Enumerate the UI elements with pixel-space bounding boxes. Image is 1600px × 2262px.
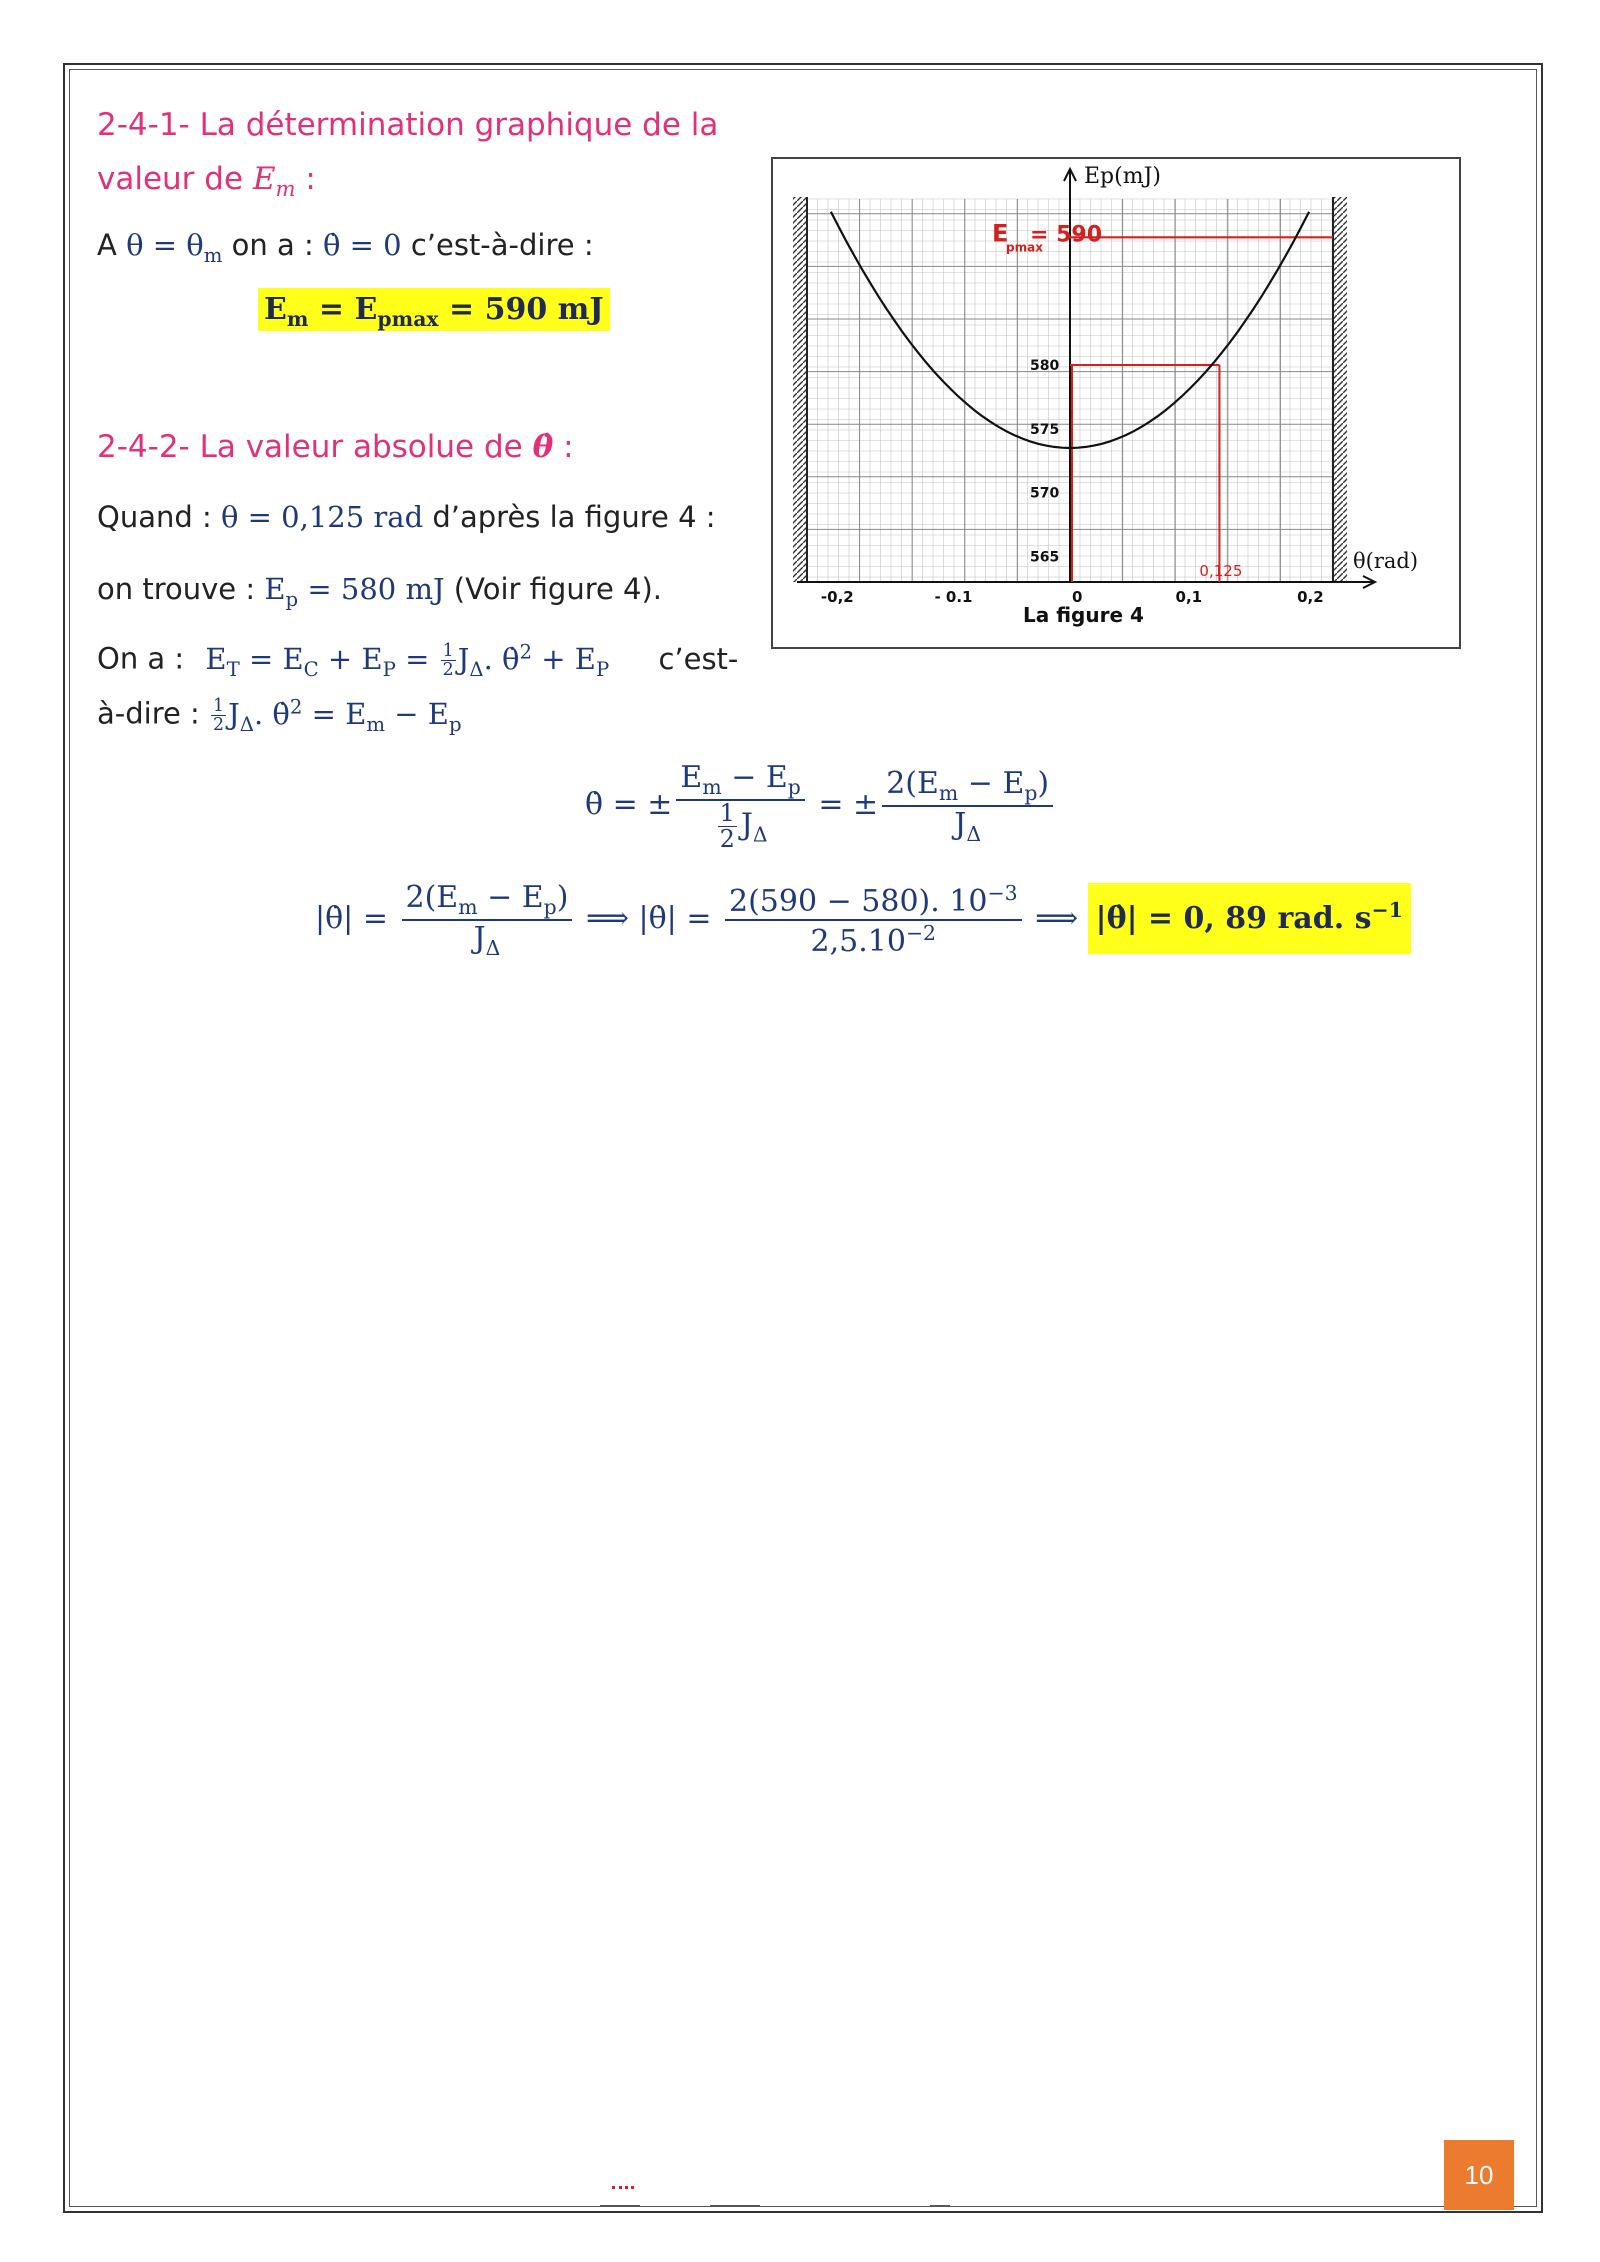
cond-text: θ = θ: [126, 228, 204, 262]
section-title-1-line2: [97, 152, 718, 216]
x-axis-label: θ(rad): [1353, 549, 1419, 573]
title2-suffix: :: [553, 429, 574, 465]
annot-0125: 0,125: [1199, 562, 1243, 580]
y-axis-label: Ep(mJ): [1084, 164, 1161, 189]
trouve-prefix: on trouve :: [97, 572, 265, 606]
energy-equation: $E_T = E_C + E_P$ = $\frac{1}{2}$ $J_\Delta$. θ̇$^2$ + $E_P$: [205, 640, 610, 681]
line-a-prefix: A: [97, 228, 127, 262]
adire-line: [97, 695, 462, 735]
epmax-sub: pmax: [1006, 240, 1043, 255]
result-mid: = E: [308, 292, 378, 327]
trouve-eq-end: = 580 mJ: [298, 572, 445, 606]
equation-abs-theta-dot: |θ̇| = $\frac{2(E_m - E_p)}{J_\Delta}$ ⟹ |θ̇| = $\frac{2(590 - 580). 10^{-3}}{2,5.10^{-2}}$ ⟹ |θ̇| = 0, 89 rad. $s^{-1}$: [315, 880, 1411, 960]
title-var-sub: m: [275, 176, 296, 202]
trouve-e: E: [264, 572, 286, 606]
result-e: E: [264, 292, 287, 327]
equation-theta-dot: θ̇ = ± $E_m - E_p$ $\frac{1}{2}$ $J_\Delta$ = ± $\frac{2(E_m - E_p)}{J_\Delta}$: [585, 760, 1057, 852]
epmax-value: = 590: [1030, 222, 1103, 248]
x-tick-label: 0,2: [1297, 588, 1324, 606]
quand-prefix: Quand :: [97, 500, 221, 534]
title2-var: θ̇: [532, 429, 554, 465]
y-tick-label: 575: [1030, 421, 1060, 438]
title2-prefix: 2-4-2- La valeur absolue de: [97, 429, 533, 465]
trouve-suffix: (Voir figure 4).: [444, 572, 663, 606]
page-number: 10: [1444, 2140, 1514, 2210]
section-title-1-line1: 2-4-1- La détermination graphique de la: [97, 107, 719, 143]
trouve-eq: [264, 572, 445, 611]
x-tick-label: - 0.1: [934, 588, 973, 606]
result-end: = 590 mJ: [438, 292, 604, 327]
footer-line-1: [600, 2205, 640, 2207]
final-result-sup: −1: [1371, 898, 1403, 922]
trouve-line: [97, 572, 662, 611]
cond-sub: m: [203, 243, 223, 267]
final-result-text: |θ̇| = 0, 89 rad. s: [1095, 901, 1372, 936]
line-a: [97, 228, 594, 267]
figure-4-chart: [773, 159, 1459, 647]
title-var: E: [252, 161, 276, 197]
x-tick-label: -0,2: [820, 588, 854, 606]
quand-suffix: d’après la figure 4 :: [423, 500, 716, 534]
footer-mark: [612, 2186, 634, 2192]
line-a-cond: [126, 228, 223, 267]
x-tick-label: 0,1: [1175, 588, 1203, 606]
y-tick-label: 580: [1030, 357, 1060, 374]
footer-line-2: [710, 2205, 760, 2207]
adire-prefix: à-dire :: [97, 696, 210, 731]
result-highlight: [258, 288, 610, 331]
line-a-end: c’est-à-dire :: [401, 228, 594, 262]
line-a-mid: on a :: [222, 228, 323, 262]
result-e-sub: m: [286, 307, 309, 331]
adire-equation: $\frac{1}{2}$ $J_\Delta$. θ̇$^2$ = $E_m - E_p$: [213, 695, 462, 736]
quand-line: [97, 500, 716, 534]
result-sub2: pmax: [377, 307, 439, 331]
figure-caption: La figure 4: [1023, 603, 1144, 627]
title-prefix: valeur de: [97, 161, 253, 197]
ona-line: [97, 640, 738, 680]
ona-suffix: c’est-: [658, 641, 739, 676]
epmax-label: E: [992, 219, 1009, 248]
ona-prefix: On a :: [97, 641, 194, 676]
title-suffix: :: [295, 161, 316, 197]
right-wall-hatch: [1333, 197, 1347, 582]
trouve-sub: p: [285, 587, 299, 611]
y-tick-label: 570: [1030, 485, 1060, 502]
figure-4: [771, 157, 1461, 649]
labels: [821, 164, 1418, 627]
footer-line-3: [930, 2205, 950, 2207]
y-tick-label: 565: [1030, 549, 1060, 566]
section-title-2: [97, 420, 574, 474]
annotations: [1070, 237, 1333, 582]
result-em: [258, 292, 610, 331]
x-tick-label: 0: [1072, 588, 1083, 606]
final-result: [1088, 883, 1411, 954]
quand-eq: θ = 0,125 rad: [220, 500, 424, 534]
left-wall-hatch: [793, 197, 807, 582]
section-title-1: [97, 98, 718, 216]
line-a-eq: θ̇ = 0: [322, 228, 402, 262]
